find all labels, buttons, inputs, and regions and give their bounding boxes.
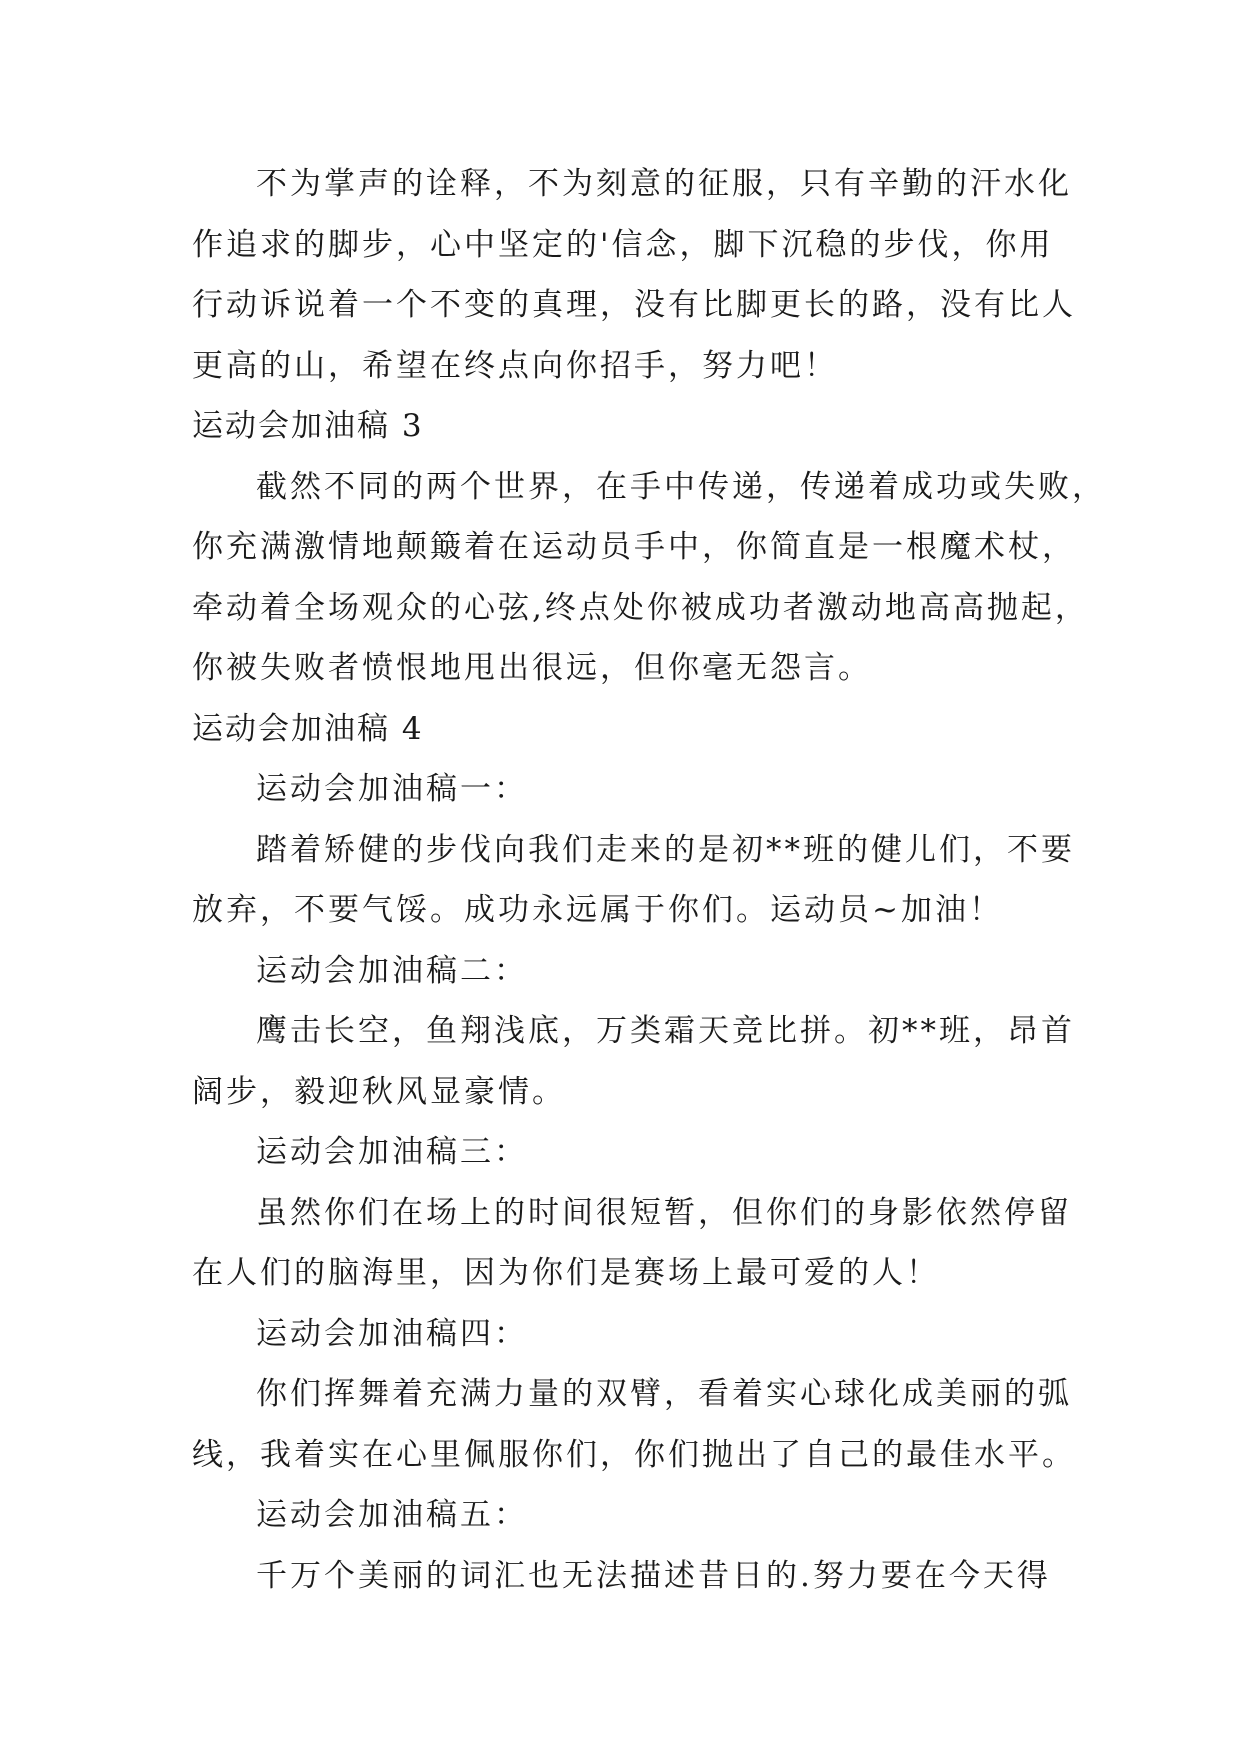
paragraph-line: 你们挥舞着充满力量的双臂，看着实心球化成美丽的弧 [256,1376,1072,1412]
paragraph-line: 千万个美丽的词汇也无法描述昔日的.努力要在今天得 [256,1557,1051,1594]
paragraph-line: 更高的山，希望在终点向你招手，努力吧！ [192,347,838,384]
paragraph-line: 行动诉说着一个不变的真理，没有比脚更长的路，没有比人 [192,287,1076,323]
section-heading: 运动会加油稿 3 [192,408,424,444]
paragraph-line: 你充满激情地颠簸着在运动员手中，你简直是一根魔术杖， [192,529,1076,565]
paragraph-line: 截然不同的两个世界，在手中传递，传递着成功或失败， [256,468,1106,505]
paragraph-line: 线，我着实在心里佩服你们，你们抛出了自己的最佳水平。 [192,1436,1076,1473]
document-body [192,154,1106,1606]
subsection-heading: 运动会加油稿四： [256,1315,528,1352]
subsection-heading: 运动会加油稿一： [256,771,528,807]
section-heading: 运动会加油稿 4 [192,710,424,747]
paragraph-line: 你被失败者愤恨地甩出很远，但你毫无怨言。 [192,650,872,686]
subsection-heading: 运动会加油稿五： [256,1497,528,1533]
paragraph-line: 阔步，毅迎秋风显豪情。 [192,1073,566,1110]
paragraph-line: 虽然你们在场上的时间很短暂，但你们的身影依然停留 [256,1194,1072,1231]
paragraph-line: 作追求的脚步，心中坚定的'信念，脚下沉稳的步伐，你用 [192,226,1054,263]
subsection-heading: 运动会加油稿三： [256,1134,528,1170]
paragraph-line: 放弃，不要气馁。成功永远属于你们。运动员~加油！ [192,892,1003,928]
paragraph-line: 踏着矫健的步伐向我们走来的是初**班的健儿们，不要 [256,831,1075,868]
paragraph-line: 鹰击长空，鱼翔浅底，万类霜天竞比拼。初**班，昂首 [256,1013,1075,1049]
paragraph-line: 在人们的脑海里，因为你们是赛场上最可爱的人！ [192,1255,940,1291]
paragraph-line: 不为掌声的诠释，不为刻意的征服，只有辛勤的汗水化 [256,166,1072,202]
paragraph-line: 牵动着全场观众的心弦,终点处你被成功者激动地高高抛起， [192,589,1089,626]
subsection-heading: 运动会加油稿二： [256,952,528,989]
